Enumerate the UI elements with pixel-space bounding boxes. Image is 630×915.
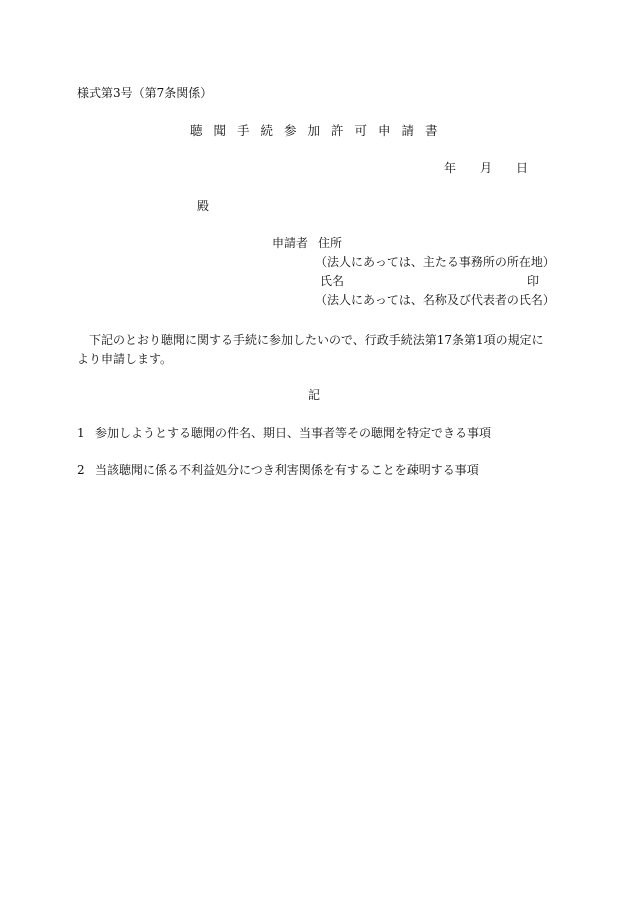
list-item-number: 2 — [77, 463, 85, 477]
list-item — [77, 464, 479, 476]
name-note: （法人にあっては、名称及び代表者の氏名） — [315, 293, 555, 307]
applicant-label: 申請者 — [272, 236, 309, 250]
list-item-text: 当該聴聞に係る不利益処分につき利害関係を有することを疎明する事項 — [95, 463, 479, 477]
date-row — [444, 162, 528, 174]
address-label: 住所 — [318, 236, 343, 250]
date-year-label: 年 — [444, 161, 457, 175]
document-title: 聴聞手続参加許可申請書 — [190, 123, 449, 138]
date-day-label: 日 — [516, 161, 529, 175]
addressee-suffix: 殿 — [197, 199, 210, 213]
date-month-label: 月 — [480, 161, 493, 175]
address-note: （法人にあっては、主たる事務所の所在地） — [315, 255, 555, 269]
name-label: 氏名 — [320, 274, 345, 288]
list-item-text: 参加しようとする聴聞の件名、期日、当事者等その聴聞を特定できる事項 — [95, 426, 492, 440]
ki-heading: 記 — [308, 388, 321, 402]
seal-mark: 印 — [527, 274, 540, 288]
list-item-number: 1 — [77, 426, 85, 440]
form-number: 様式第3号（第7条関係） — [77, 86, 213, 100]
list-item — [77, 427, 491, 439]
body-paragraph: 下記のとおり聴聞に関する手続に参加したいので、行政手続法第17条第1項の規定により申請します。 — [77, 333, 544, 366]
